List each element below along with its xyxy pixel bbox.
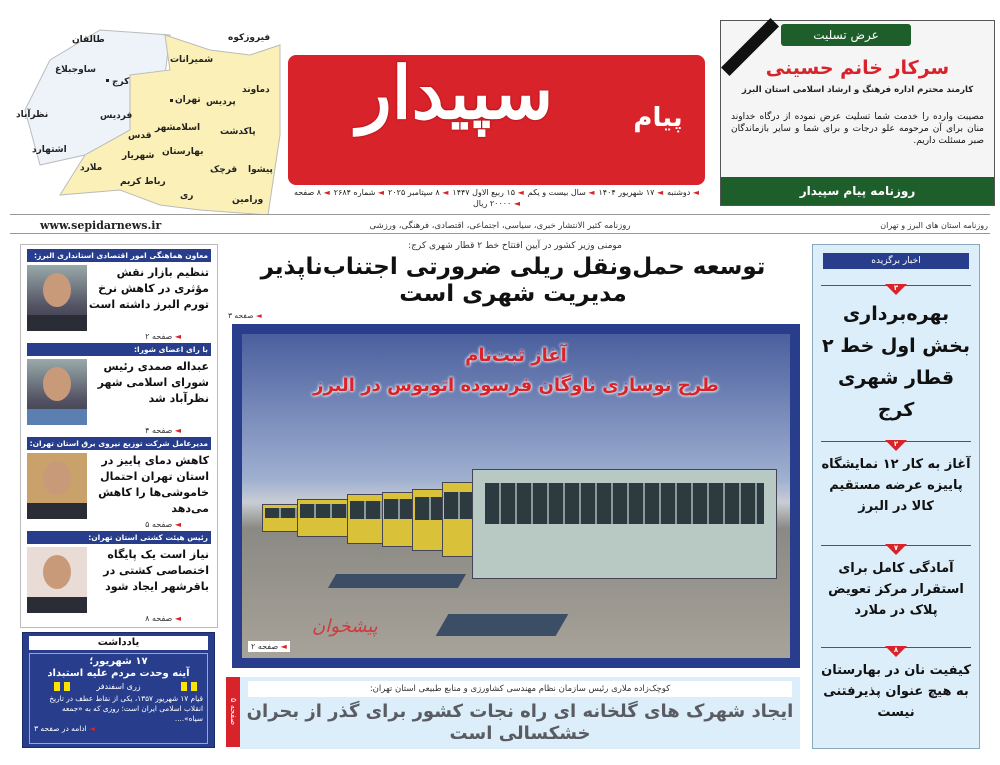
photo-subtitle: طرح نوسازی ناوگان فرسوده اتوبوس در البرز — [313, 375, 719, 396]
masthead-prefix: پیام — [633, 103, 683, 133]
page-marker: ۸ — [893, 646, 899, 654]
news-item[interactable] — [27, 343, 211, 436]
lead-kicker: مومنی وزیر کشور در آیین افتتاح خط ۲ قطار شهری کرج: — [408, 241, 622, 251]
editorial-note[interactable] — [22, 632, 215, 748]
map-label: ری — [180, 191, 194, 201]
page-marker: ۲ — [893, 440, 899, 448]
map-label: شمیرانات — [170, 55, 214, 65]
featured-item[interactable] — [821, 285, 971, 426]
featured-title: آغاز به کار ۱۲ نمایشگاه پاییزه عرضه مستقیم کالا در البرز — [821, 457, 971, 514]
note-body: قیام ۱۷ شهریور ۱۳۵۷، یکی از نقاط عطف در تاریخ انقلاب اسلامی ایران است؛ روزی که به «جمعه سیاه».... — [49, 694, 203, 723]
condolence-ad — [720, 20, 995, 206]
news-title: نیاز است یک پایگاه اختصاصی کشتی در باقرشهر ایجاد شود — [103, 548, 209, 593]
dateline-gregorian: ۸ سپتامبر ۲۰۲۵ — [388, 188, 440, 197]
map-label: دماوند — [242, 85, 270, 95]
dateline-pages: ۸ صفحه — [293, 188, 322, 197]
masthead-logo — [288, 50, 705, 185]
portrait-photo — [27, 359, 87, 425]
page-marker: ۳ — [893, 284, 899, 292]
website-link[interactable]: www.sepidarnews.ir — [40, 219, 162, 232]
featured-title: کیفیت نان در بهارستان به هیچ عنوان پذیرفتنی نیست — [821, 663, 971, 720]
condolence-header: عرض تسلیت — [781, 24, 911, 46]
news-kicker: با رای اعضای شورا: — [27, 343, 211, 356]
map-label: پردیس — [206, 97, 236, 107]
news-title: تنظیم بازار نقش مؤثری در کاهش نرخ تورم البرز داشته است — [88, 266, 209, 311]
map-label: قدس — [128, 131, 152, 141]
tagline-provinces: روزنامه استان های البرز و تهران — [880, 221, 988, 230]
condolence-role: کارمند محترم اداره فرهنگ و ارشاد اسلامی استان البرز — [741, 85, 974, 95]
page-ref: ◄ صفحه ۸ — [145, 613, 181, 624]
bottom-headline: ایجاد شهرک های گلخانه ای راه نجات کشور برای گذر از بحران خشکسالی است — [246, 701, 794, 744]
page-tag: صفحه ۵ — [226, 677, 240, 747]
news-kicker: رئیس هیئت کشتی استان تهران: — [27, 531, 211, 544]
map-label: ملارد — [80, 163, 103, 173]
dateline-issue: شماره ۲۶۸۴ — [333, 188, 376, 197]
featured-title: بهره‌برداری بخش اول خط ۲ قطار شهری کرج — [822, 303, 970, 421]
portrait-photo — [27, 453, 87, 519]
page-ref: ◄ صفحه ۲ — [248, 641, 290, 652]
map-label: کرج — [112, 77, 130, 87]
news-item[interactable] — [27, 249, 211, 342]
note-header: یادداشت — [29, 636, 208, 650]
left-news-column — [20, 244, 218, 628]
featured-item[interactable] — [821, 545, 971, 621]
note-subtitle: آینه وحدت مردم علیه استبداد — [47, 668, 190, 679]
map-label: قرچک — [210, 165, 238, 175]
masthead-name: سپیدار — [356, 50, 554, 135]
note-author: زری اسفندفر — [34, 682, 203, 692]
featured-header: اخبار برگزیده — [823, 253, 969, 269]
map-label: طالقان — [72, 35, 105, 45]
map-label: ورامین — [232, 195, 264, 205]
lead-headline[interactable]: توسعه حمل‌ونقل ریلی ضرورتی اجتناب‌ناپذیر مدیریت شهری است — [260, 254, 766, 307]
map-label: رباط کریم — [120, 177, 166, 187]
map-label: نظرآباد — [16, 110, 49, 120]
divider — [10, 233, 990, 234]
featured-news-column — [812, 244, 980, 749]
watermark: پیشخوان — [312, 616, 378, 637]
map-label: اسلامشهر — [155, 123, 201, 133]
news-title: عبداله صمدی رئیس شورای اسلامی شهر نظرآباد شد — [97, 360, 209, 405]
dateline: ◄ دوشنبه ◄ ۱۷ شهریور ۱۴۰۴ ◄ سال بیست و یکم ◄ ۱۵ ربیع الاول ۱۴۴۷ ◄ ۸ سپتامبر ۲۰۲۵ ◄ شماره ۲۶۸۴ ◄ ۸ صفحه ◄ ۲۰۰۰۰ ریال — [293, 188, 700, 208]
divider — [10, 214, 990, 215]
map-label: پاکدشت — [220, 127, 256, 137]
dateline-hijri: ۱۵ ربیع الاول ۱۴۴۷ — [452, 188, 516, 197]
dateline-price: ۲۰۰۰۰ ریال — [472, 199, 512, 208]
dateline-year: سال بیست و یکم — [527, 188, 586, 197]
map-label: بهارستان — [162, 147, 204, 157]
bus-depot-photo — [242, 334, 790, 658]
tagline-genre: روزنامه کثیر الانتشار خبری، سیاسی، اجتماعی، اقتصادی، فرهنگی، ورزشی — [369, 221, 631, 231]
portrait-photo — [27, 265, 87, 331]
dateline-date: ۱۷ شهریور ۱۴۰۴ — [598, 188, 655, 197]
map-label: پیشوا — [248, 165, 273, 175]
featured-title: آمادگی کامل برای استقرار مرکز تعویض پلاک در ملارد — [828, 561, 964, 618]
featured-item[interactable] — [821, 647, 971, 723]
page-marker: ۷ — [893, 544, 899, 552]
province-map — [10, 15, 282, 215]
bottom-story[interactable] — [240, 677, 800, 749]
condolence-name: سرکار خانم حسینی — [765, 57, 950, 79]
page-ref: ◄ صفحه ۴ — [145, 425, 181, 436]
photo-title: آغاز ثبت‌نام — [465, 345, 567, 366]
condolence-text: مصیبت وارده را خدمت شما تسلیت عرض نموده از درگاه خداوند منان برای آن مرحومه علو درجات و برای شما و سایر بازماندگان صبر مسئلت داریم. — [731, 112, 984, 146]
portrait-photo — [27, 547, 87, 613]
condolence-footer: روزنامه پیام سپیدار — [721, 177, 994, 205]
map-label: ساوجبلاغ — [55, 65, 96, 75]
map-label: اشتهارد — [32, 145, 67, 155]
lead-photo-frame — [232, 324, 800, 668]
news-kicker: معاون هماهنگی امور اقتصادی استانداری البرز: — [27, 249, 211, 262]
map-label: شهریار — [122, 151, 155, 161]
map-label: فردیس — [100, 111, 133, 121]
news-kicker: مدیرعامل شرکت توزیع نیروی برق استان تهران: — [27, 437, 211, 450]
page-ref: ◄ صفحه ۵ — [145, 519, 181, 530]
page-ref: ◄ صفحه ۲ — [145, 331, 181, 342]
note-title: ۱۷ شهریور؛ — [89, 656, 148, 667]
dateline-day: دوشنبه — [667, 188, 691, 197]
news-title: کاهش دمای پاییز در استان تهران احتمال خاموشی‌ها را کاهش می‌دهد — [98, 454, 209, 515]
news-item[interactable] — [27, 531, 211, 624]
map-label: تهران — [175, 95, 201, 105]
map-label: فیروزکوه — [228, 33, 271, 43]
page-ref: ◄ صفحه ۳ — [228, 311, 262, 321]
note-continue-link[interactable]: ◄ ادامه در صفحه ۳ — [34, 724, 203, 734]
featured-item[interactable] — [821, 441, 971, 517]
news-item[interactable] — [27, 437, 211, 530]
bottom-kicker: کوچک‌زاده ملاری رئیس سازمان نظام مهندسی کشاورزی و منابع طبیعی استان تهران: — [248, 681, 792, 697]
